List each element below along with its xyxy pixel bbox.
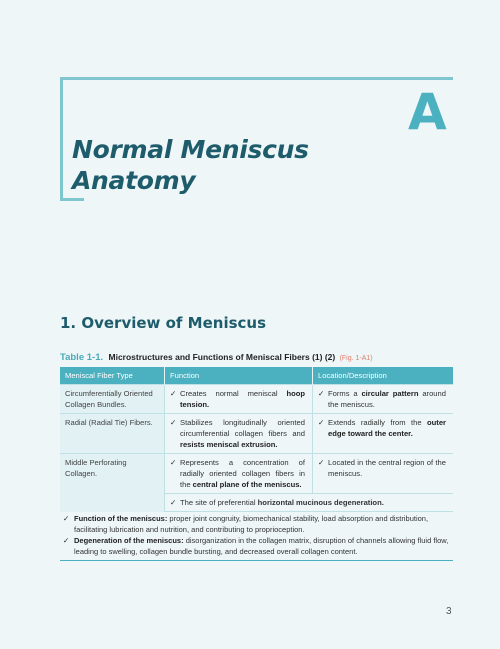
note-label: Degeneration of the meniscus: [74,536,184,545]
location-cell [313,414,454,454]
function-bold-text: central plane of the meniscus. [192,480,302,489]
chapter-bracket-left [60,77,63,201]
table-number: Table 1-1. [60,352,104,363]
notes-block [60,513,453,561]
note-text: proper joint congruity, biomechanical stability, load absorption and distribution, facilitating lubrication and nutrition, and contributing to proprioception. [74,514,429,534]
location-cell [313,454,454,494]
table-row [60,414,453,454]
function-bold-text: hoop tension. [180,389,305,409]
note-label: Function of the meniscus: [74,514,168,523]
fiber-table [60,367,453,512]
header-function: Function [165,367,313,385]
location-bold-text: circular pattern [361,389,419,398]
fiber-type-cell: Circumferentially Oriented Collagen Bundles. [60,385,165,414]
extra-function-text: The site of preferential [180,498,258,507]
chapter-title-line2: Anatomy [72,166,196,195]
note-item [60,513,453,535]
function-cell [165,414,313,454]
table-header-row [60,367,453,385]
page-number: 3 [446,606,452,617]
note-text: disorganization in the collagen matrix, disruption of channels allowing fluid flow, leading to swelling, collagen bundle bursting, and decreased overall collagen content. [74,536,449,556]
check-icon: ✓ [318,458,325,467]
location-bold-text: outer edge toward the center. [328,418,446,438]
chapter-bracket-bottom [60,198,84,201]
figure-reference: (Fig. 1-A1) [339,355,373,362]
table-row [60,454,453,494]
check-icon: ✓ [170,458,177,467]
function-cell [165,385,313,414]
chapter-letter: A [408,83,447,141]
table-caption [60,352,460,363]
header-location: Location/Description [313,367,454,385]
extra-function-cell [165,494,454,512]
table-caption-text: Microstructures and Functions of Meniscal Fibers (1) (2) [108,352,336,362]
function-text: Stabilizes longitudinally oriented circumferential collagen fibers and [180,418,305,438]
location-cell [313,385,454,414]
chapter-bracket-top [60,77,453,80]
fiber-type-cell: Radial (Radial Tie) Fibers. [60,414,165,454]
check-icon: ✓ [63,536,70,545]
location-text: Forms a [328,389,362,398]
function-text: Represents a concentration of radially oriented collagen fibers in the [180,458,305,489]
check-icon: ✓ [170,498,177,507]
fiber-type-cell: Middle Perforating Collagen. [60,454,165,512]
location-text-end: around the meniscus. [328,389,446,409]
check-icon: ✓ [318,418,325,427]
check-icon: ✓ [318,389,325,398]
check-icon: ✓ [170,418,177,427]
location-text: Extends radially from the [328,418,428,427]
function-cell [165,454,313,494]
note-item [60,535,453,557]
check-icon: ✓ [63,514,70,523]
chapter-title [72,134,402,196]
section-title: 1. Overview of Meniscus [60,314,267,332]
function-text: Creates normal meniscal [180,389,287,398]
header-fiber-type: Meniscal Fiber Type [60,367,165,385]
check-icon: ✓ [170,389,177,398]
table-row [60,385,453,414]
location-text: Located in the central region of the meniscus. [328,458,446,478]
extra-function-bold-text: horizontal mucinous degeneration. [257,498,384,507]
function-bold-text: resists meniscal extrusion. [180,440,278,449]
chapter-title-line1: Normal Meniscus [72,135,309,164]
